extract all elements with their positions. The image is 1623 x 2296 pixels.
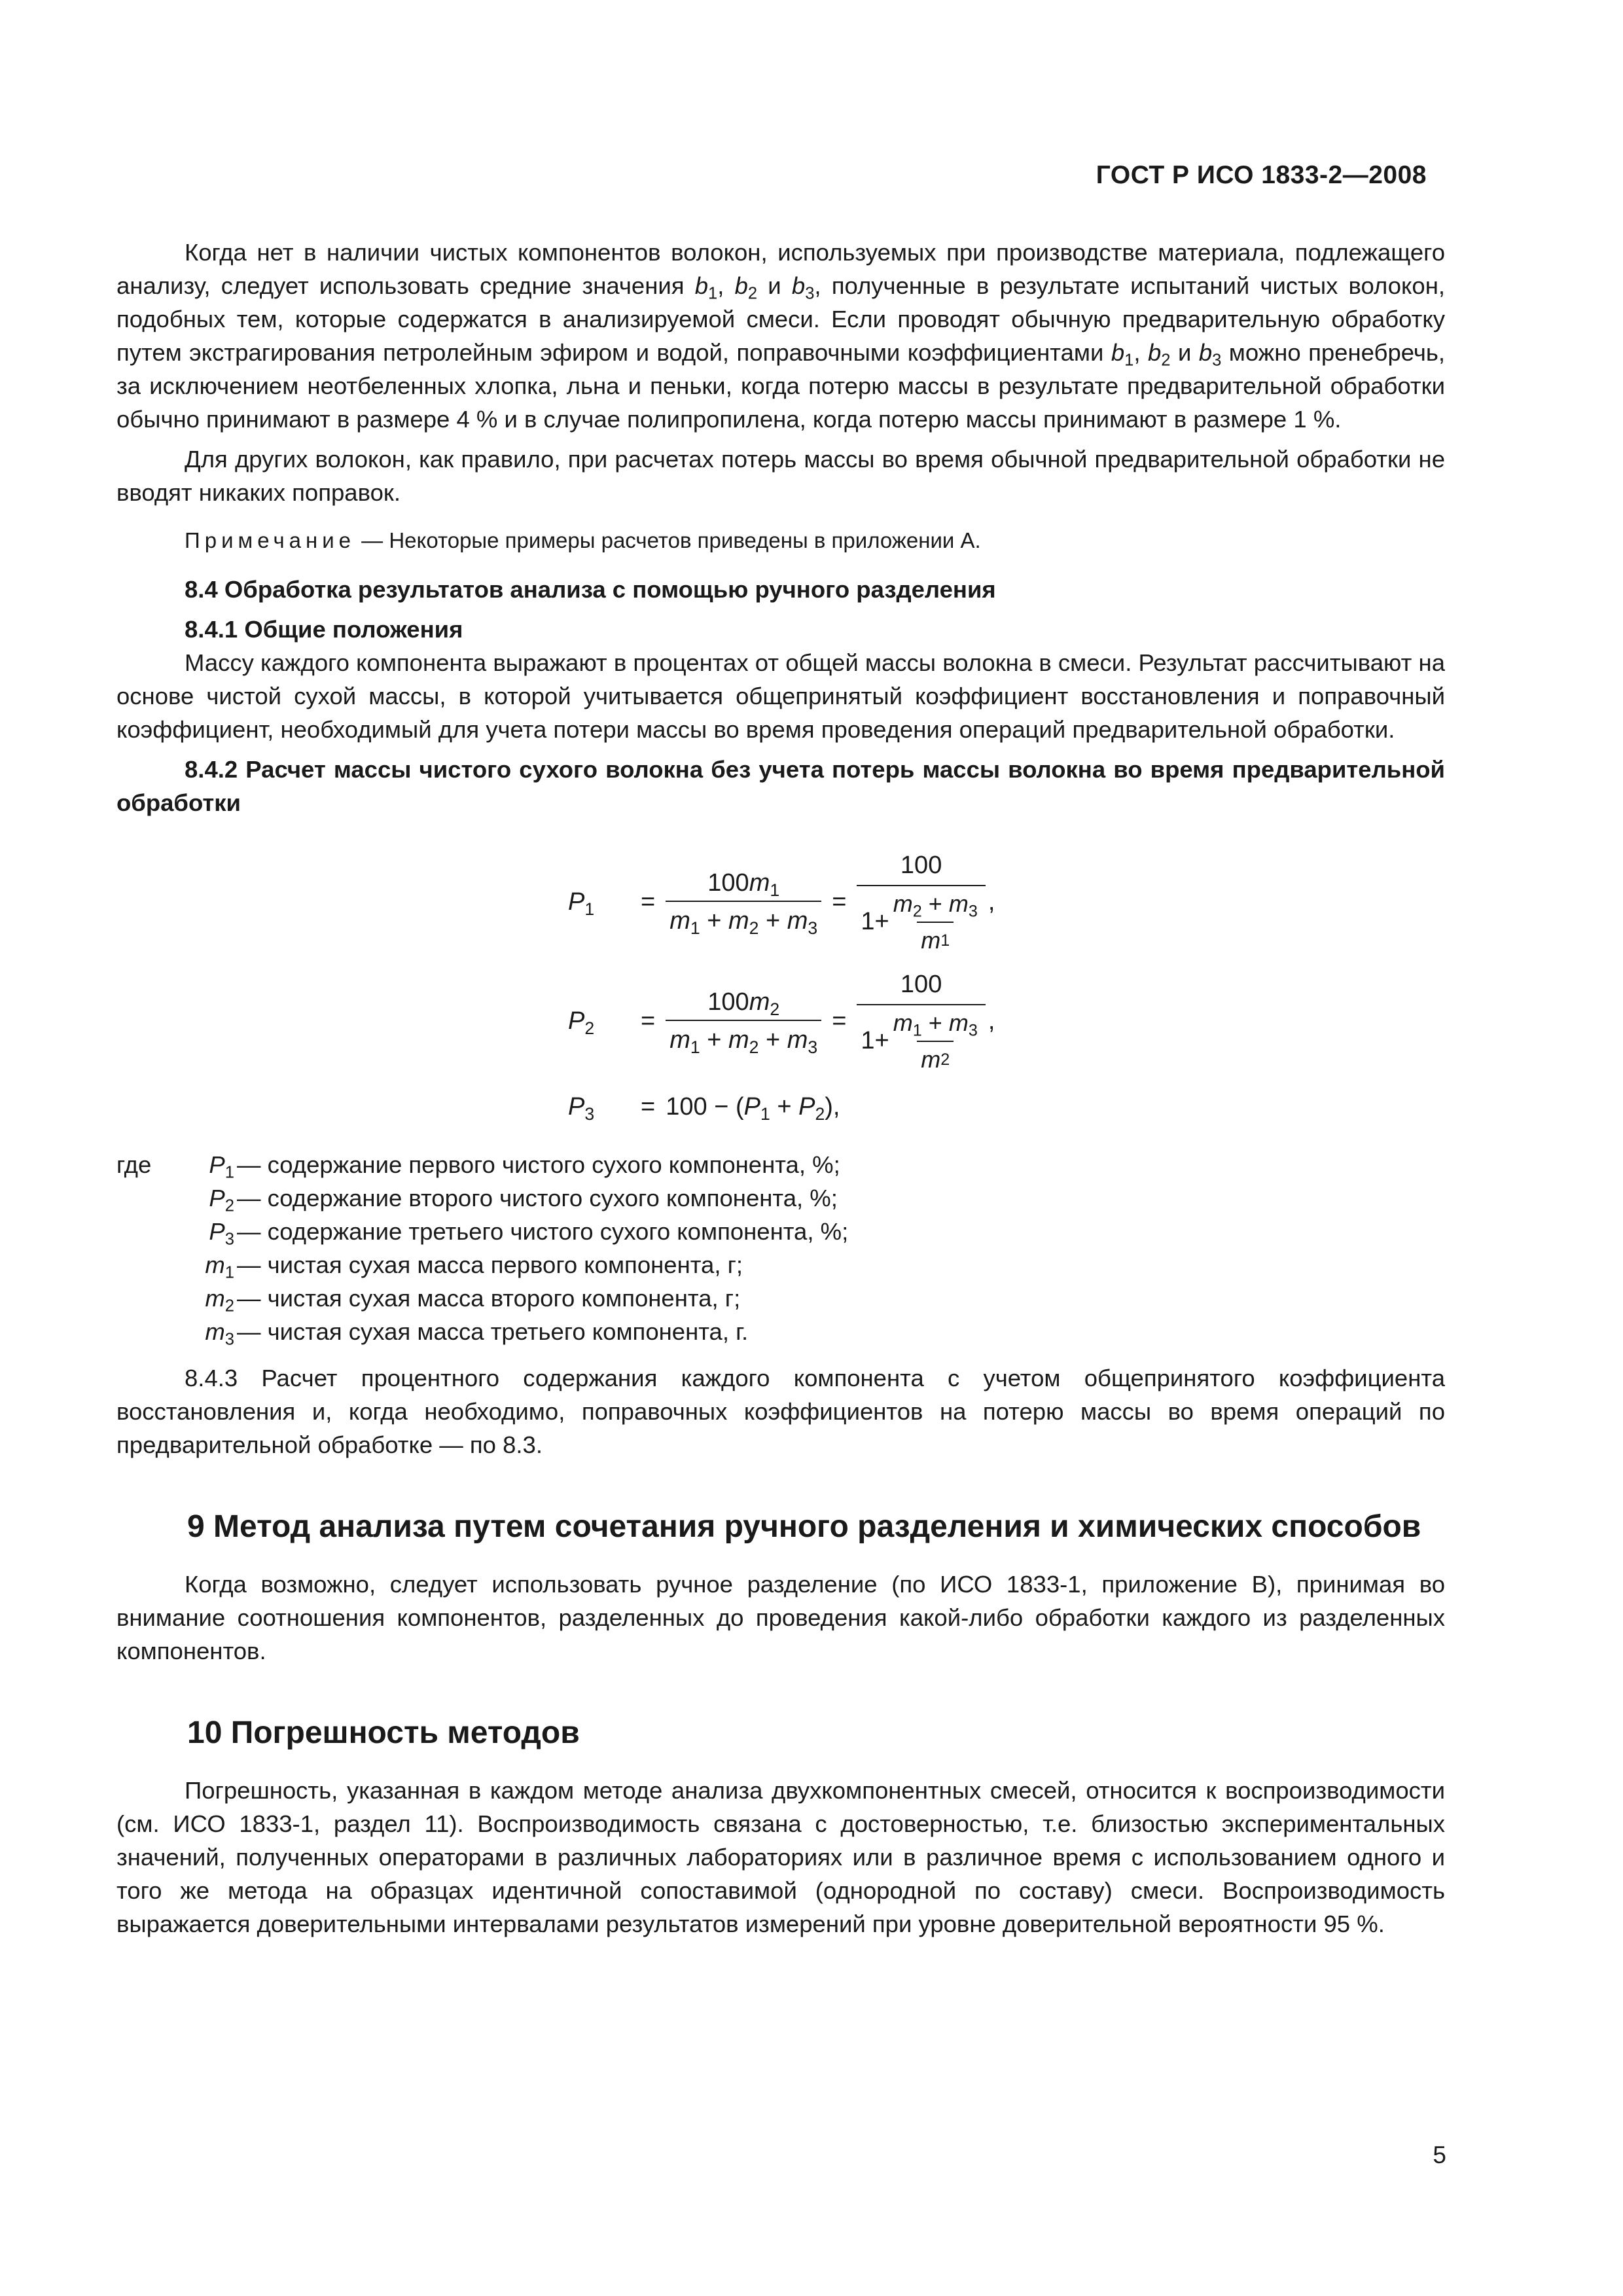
section-heading-8-4-1: 8.4.1 Общие положения [185, 616, 463, 643]
paragraph-general: Массу каждого компонента выражают в процентах от общей массы волокна в смеси. Результат рассчитывают на основе чистой сухой массы, в которой учитывается общепринятый коэффициент восстановления и поправочный коэффициент, необходимый для учета потери массы во время проведения операций предварительной обработки. [116, 649, 1445, 743]
formula-p3: $P_3$ = $100 - (P_1 + P_2)$, [568, 1093, 840, 1124]
legend-row: $m_2$ — чистая сухая масса второго компонента, г; [205, 1285, 741, 1316]
fraction: $\frac{100m_2}{m_1 + m_2 + m_3}$ [666, 988, 821, 1054]
paragraph-fiber-coefficients: Когда нет в наличии чистых компонентов волокон, используемых при производстве материала, подлежащего анализу, следует использовать средние значения $b_1$, $b_2$ и $b_3$, полученные в результате испытаний чистых волокон, подобных тем, которые содержатся в анализируемой смеси. Если проводят обычную предварительную обработку путем экстрагирования петролейным эфиром и водой, поправочными коэффициентами $b_1$, $b_2$ и $b_3$ можно пренебречь, за исключением неотбеленных хлопка, льна и пеньки, когда потерю массы в результате предварительной обработки обычно принимают в размере 4 % и в случае полипропилена, когда потерю массы принимают в размере 1 %. [116, 239, 1446, 433]
legend-row: $P_2$ — содержание второго чистого сухого компонента, %; [209, 1185, 838, 1215]
legend-row: где $P_1$ — содержание первого чистого сухого компонента, %; [116, 1151, 840, 1182]
section-heading-8-4: 8.4 Обработка результатов анализа с помощью ручного разделения [185, 576, 996, 603]
legend-row: $m_1$ — чистая сухая масса первого компонента, г; [205, 1251, 743, 1282]
paragraph-manual-separation: Когда возможно, следует использовать ручное разделение (по ИСО 1833-1, приложение В), принимая во внимание соотношения компонентов, разделенных до проведения какой-либо обработки каждого из разделенных компонентов. [116, 1571, 1445, 1664]
section-heading-8-4-2: 8.4.2 Расчет массы чистого сухого волокна без учета потерь массы волокна во время предварительной обработки [116, 756, 1445, 816]
formula-block [568, 843, 1445, 1134]
section-heading-10: 10 Погрешность методов [187, 1715, 580, 1750]
note-examples: Примечание — Некоторые примеры расчетов приведены в приложении А. [185, 528, 981, 552]
document-code-header: ГОСТ Р ИСО 1833-2—2008 [1096, 161, 1427, 189]
legend-row: $P_3$ — содержание третьего чистого сухого компонента, %; [209, 1218, 849, 1249]
legend-row: $m_3$ — чистая сухая масса третьего компонента, г. [205, 1318, 749, 1349]
fraction: 100 1+ $m_1 + m_3$ m 2 [857, 971, 985, 1073]
fraction: $\frac{100m_1}{m_1 + m_2 + m_3}$ [666, 869, 821, 935]
page-content [116, 236, 1445, 1941]
formula-p2: $P_2$ = $\frac{100m_2}{m_1 + m_2 + m_3}$ = 100 1+ $m_1 + m_3$ m 2 , [568, 970, 995, 1073]
page-number: 5 [1433, 2142, 1446, 2168]
paragraph-8-4-3: 8.4.3 Расчет процентного содержания каждого компонента с учетом общепринятого коэффициента восстановления и, когда необходимо, поправочных коэффициентов на потерю массы во время операций по предварительной обработке — по 8.3. [116, 1365, 1445, 1458]
variable-legend [116, 1148, 1445, 1348]
paragraph-precision: Погрешность, указанная в каждом методе анализа двухкомпонентных смесей, относится к воспроизводимости (см. ИСО 1833-1, раздел 11). Воспроизводимость связана с достоверностью, т.е. близостью экспериментальных значений, полученных операторами в различных лабораториях или в различное время с использованием одного и того же метода на образцах идентичной сопоставимой (однородной по составу) смеси. Воспроизводимость выражается доверительными интервалами результатов измерений при уровне доверительной вероятности 95 %. [116, 1777, 1445, 1937]
fraction: 100 1+ $m_2 + m_3$ m 1 [857, 852, 985, 954]
formula-p1: $P_1$ = $\frac{100m_1}{m_1 + m_2 + m_3}$ = 100 1+ $m_2 + m_3$ m 1 , [568, 851, 995, 954]
paragraph-other-fibers: Для других волокон, как правило, при расчетах потерь массы во время обычной предварительной обработки не вводят никаких поправок. [116, 446, 1445, 506]
section-heading-9: 9 Метод анализа путем сочетания ручного разделения и химических способов [187, 1509, 1421, 1544]
